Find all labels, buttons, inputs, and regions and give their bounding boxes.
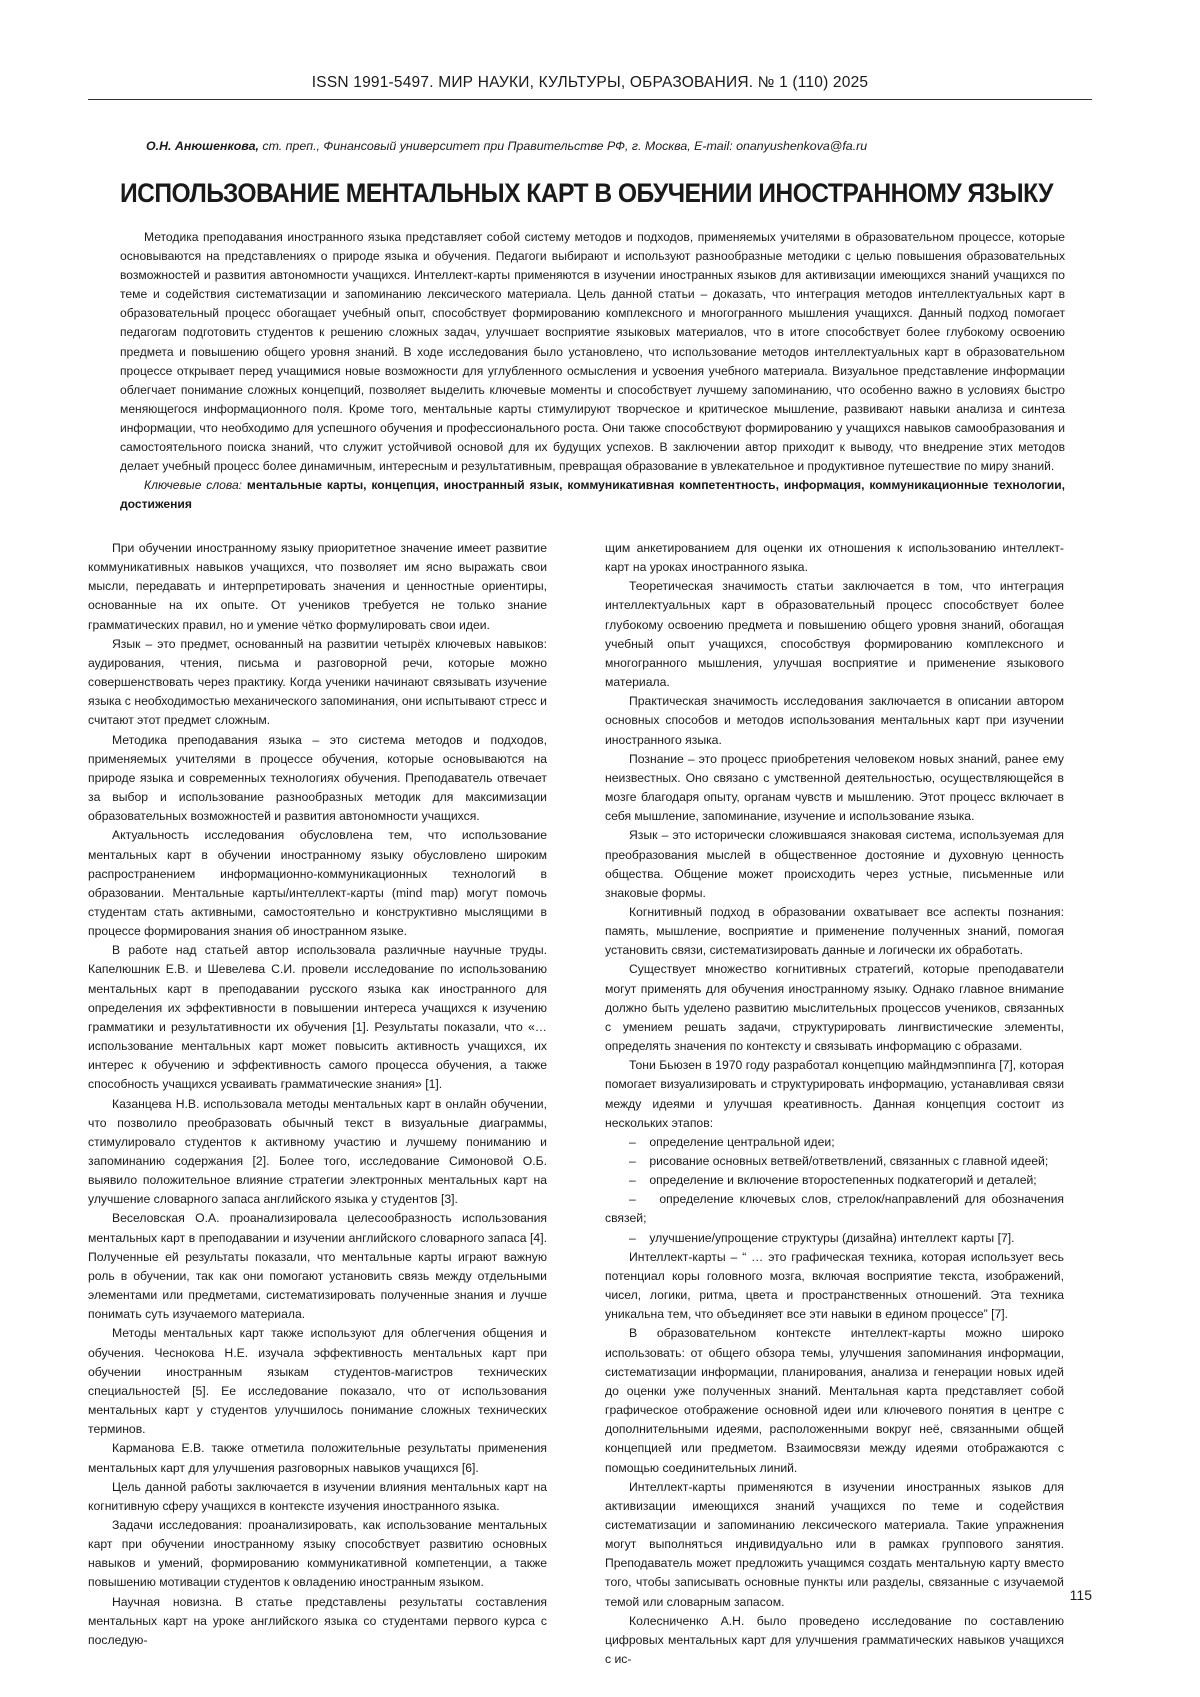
paragraph: Познание – это процесс приобретения человеком новых знаний, ранее ему неизвестных. Оно связано с умственной деятельностью, осуществляющейся в мозге благодаря опыту, органам чувств и мышлению. Этот процесс включает в себя мышление, запоминание, изучение и использование языка. (605, 750, 1064, 827)
paragraph: Казанцева Н.В. использовала методы ментальных карт в онлайн обучении, что позволило преобразовать обычный текст в визуальные диаграммы, стимулировало студентов к активному участию и лучшему пониманию и запоминанию содержания [2]. Более того, исследование Симоновой О.Б. выявило положительное влияние стратегии электронных ментальных карт на улучшение словарного запаса английского языка у студентов [3]. (88, 1095, 547, 1210)
paragraph: При обучении иностранному языку приоритетное значение имеет развитие коммуникативных навыков учащихся, что позволяет им ясно выражать свои мысли, передавать и интерпретировать значения и ценностные ориентиры, основанные на их опыте. От учеников требуется не только знание грамматических правил, но и умение чётко формулировать свои идеи. (88, 539, 547, 635)
journal-header: ISSN 1991-5497. МИР НАУКИ, КУЛЬТУРЫ, ОБРАЗОВАНИЯ. № 1 (110) 2025 (88, 74, 1092, 92)
article-title: ИСПОЛЬЗОВАНИЕ МЕНТАЛЬНЫХ КАРТ В ОБУЧЕНИИ ИНОСТРАННОМУ ЯЗЫКУ (120, 178, 1024, 209)
right-column (605, 539, 1064, 1669)
page-number: 115 (1070, 1587, 1092, 1603)
paragraph: щим анкетированием для оценки их отношения к использованию интеллект-карт на уроках иностранного языка. (605, 539, 1064, 577)
author-line (146, 139, 1092, 153)
paragraph: Актуальность исследования обусловлена тем, что использование ментальных карт в обучении иностранному языку обусловлено широким распространением информационно-коммуникационных технологий в образовании. Ментальные карты/интеллект-карты (mind map) могут помочь студентам стать активными, самостоятельно и конструктивно мыслящими в процессе формирования знания об иностранном языке. (88, 826, 547, 941)
paragraph: Цель данной работы заключается в изучении влияния ментальных карт на когнитивную сферу учащихся в контексте изучения иностранного языка. (88, 1478, 547, 1516)
paragraph: Теоретическая значимость статьи заключается в том, что интеграция интеллектуальных карт в образовательный процесс способствует более глубокому освоению предмета и повышению общего уровня знаний, обогащая учебный опыт учащихся, способствуя формированию комплексного и многогранного мышления, улучшая восприятие и применение языкового материала. (605, 577, 1064, 692)
paragraph: Методы ментальных карт также используют для облегчения общения и обучения. Чеснокова Н.Е. изучала эффективность ментальных карт при обучении иностранным языкам студентов-магистров технических специальностей [5]. Ее исследование показало, что от использования ментальных карт у студентов улучшилось понимание сложных технических терминов. (88, 1324, 547, 1439)
paragraph: Карманова Е.В. также отметила положительные результаты применения ментальных карт для улучшения разговорных навыков учащихся [6]. (88, 1439, 547, 1477)
author-affiliation: ст. преп., Финансовый университет при Правительстве РФ, г. Москва, E-mail: onanyushenkova@fa.ru (259, 139, 867, 153)
journal-page (0, 0, 1200, 1697)
abstract-text: Методика преподавания иностранного языка представляет собой систему методов и подходов, применяемых учителями в образовательном процессе, которые основываются на представлениях о природе языка и обучения. Педагоги выбирают и используют разнообразные методики с целью повышения образовательных возможностей и развития автономности учащихся. Интеллект-карты применяются в изучении иностранных языков для активизации имеющихся знаний учащихся по теме и содействия систематизации и запоминанию лексического материала. Цель данной статьи – доказать, что интеграция методов интеллектуальных карт в образовательный процесс обогащает учебный опыт, способствует формированию комплексного и многогранного мышления учащихся. Данный подход помогает педагогам подготовить студентов к решению сложных задач, улучшает восприятие языковых материалов, что в итоге способствует более глубокому освоению предмета и повышению общего уровня знаний. В ходе исследования было установлено, что использование методов интеллектуальных карт в образовательном процессе открывает перед учащимися новые возможности для углубленного осмысления и усвоения учебного материала. Визуальное представление информации облегчает понимание сложных концепций, позволяет выделить ключевые моменты и способствует лучшему запоминанию, что особенно важно в условиях быстро меняющегося информационного поля. Кроме того, ментальные карты стимулируют творческое и критическое мышление, развивают навыки анализа и синтеза информации, что необходимо для успешного обучения и профессионального роста. Они также способствуют формированию у учащихся навыков самообразования и самостоятельного поиска знаний, что служит устойчивой основой для их будущих успехов. В заключении автор приходит к выводу, что внедрение этих методов делает учебный процесс более динамичным, интересным и результативным, превращая образование в увлекательное и продуктивное путешествие по миру знаний. (120, 228, 1065, 476)
keywords (120, 476, 1065, 514)
list-item: – улучшение/упрощение структуры (дизайна) интеллект карты [7]. (605, 1229, 1064, 1248)
keywords-label: Ключевые слова: (144, 478, 242, 492)
paragraph: Интеллект-карты применяются в изучении иностранных языков для активизации имеющихся знаний учащихся по теме и содействия систематизации и запоминанию лексического материала. Такие упражнения могут выполняться индивидуально или в рамках группового занятия. Преподаватель может предложить учащимся создать ментальную карту вместо того, чтобы записывать основные пункты или разделы, связанные с изучаемой темой или словарным запасом. (605, 1478, 1064, 1612)
paragraph: Существует множество когнитивных стратегий, которые преподаватели могут применять для обучения иностранному языку. Однако главное внимание должно быть уделено развитию мыслительных процессов учеников, связанных с умением решать задачи, структурировать лингвистические элементы, определять значения по контексту и связывать информацию с образами. (605, 960, 1064, 1056)
paragraph: Тони Бьюзен в 1970 году разработал концепцию майндмэппинга [7], которая помогает визуализировать и структурировать информацию, устанавливая связи между идеями и улучшая креативность. Данная концепция состоит из нескольких этапов: (605, 1056, 1064, 1133)
paragraph: В образовательном контексте интеллект-карты можно широко использовать: от общего обзора темы, улучшения запоминания информации, систематизации информации, планирования, анализа и генерации новых идей до оценки уже полученных знаний. Ментальная карта представляет собой графическое отображение основной идеи или ключевого понятия в центре с дополнительными идеями, расположенными вокруг неё, связанными общей концепцией или предметом. Взаимосвязи между идеями отображаются с помощью соединительных линий. (605, 1324, 1064, 1477)
paragraph: Когнитивный подход в образовании охватывает все аспекты познания: память, мышление, восприятие и применение полученных знаний, помогая установить связи, систематизировать данные и логически их обработать. (605, 903, 1064, 960)
paragraph: Практическая значимость исследования заключается в описании автором основных способов и методов использования ментальных карт при изучении иностранного языка. (605, 692, 1064, 749)
paragraph: Задачи исследования: проанализировать, как использование ментальных карт при обучении иностранному языку способствует развитию основных навыков и умений, формированию коммуникативной компетенции, а также повышению мотивации студентов к овладению иностранным языком. (88, 1516, 547, 1593)
paragraph: Веселовская О.А. проанализировала целесообразность использования ментальных карт в преподавании и изучении английского словарного запаса [4]. Полученные ей результаты показали, что ментальные карты играют важную роль в обучении, так как они помогают установить связь между отдельными элементами или предметами, систематизировать полученные знания и лучше понимать суть изучаемого материала. (88, 1209, 547, 1324)
paragraph: Научная новизна. В статье представлены результаты составления ментальных карт на уроке английского языка со студентами первого курса с последую- (88, 1593, 547, 1650)
list-item: – определение центральной идеи; (605, 1133, 1064, 1152)
author-name: О.Н. Анюшенкова, (146, 139, 259, 153)
list-item: – определение и включение второстепенных подкатегорий и деталей; (605, 1171, 1064, 1190)
left-column (88, 539, 547, 1650)
paragraph: В работе над статьей автор использовала различные научные труды. Капелюшник Е.В. и Шевелева С.И. провели исследование по использованию ментальных карт в преподавании русского языка как иностранного для определения их эффективности в повышении интереса учащихся к изучению грамматики и результативности их обучения [1]. Результаты показали, что «… использование ментальных карт может повысить активность учащихся, их интерес к обучению и эффективность самого процесса обучения, а также способность учащихся усваивать грамматические знания» [1]. (88, 941, 547, 1094)
list-item: – рисование основных ветвей/ответвлений, связанных с главной идеей; (605, 1152, 1064, 1171)
paragraph: Язык – это предмет, основанный на развитии четырёх ключевых навыков: аудирования, чтения, письма и разговорной речи, которые можно совершенствовать через практику. Когда ученики начинают связывать изучение языка с необходимостью механического запоминания, они испытывают стресс и считают этот предмет сложным. (88, 635, 547, 731)
abstract (120, 228, 1065, 514)
paragraph: Язык – это исторически сложившаяся знаковая система, используемая для преобразования мыслей в общественное достояние и духовную ценность общества. Общение может происходить через устные, письменные или знаковые формы. (605, 826, 1064, 903)
paragraph: Колесниченко А.Н. было проведено исследование по составлению цифровых ментальных карт для улучшения грамматических навыков учащихся с ис- (605, 1612, 1064, 1669)
paragraph: Методика преподавания языка – это система методов и подходов, применяемых учителями в процессе обучения, которые основываются на природе языка и современных технологиях обучения. Преподаватель отвечает за выбор и использование разнообразных методик для максимизации образовательных возможностей и развития автономности учащихся. (88, 731, 547, 827)
paragraph: Интеллект-карты – “ … это графическая техника, которая использует весь потенциал коры головного мозга, включая восприятие текста, изображений, чисел, логики, ритма, цвета и пространственных отношений. Эта техника уникальна тем, что объединяет все эти навыки в едином процессе” [7]. (605, 1248, 1064, 1325)
list-item: – определение ключевых слов, стрелок/направлений для обозначения связей; (605, 1190, 1064, 1228)
header-rule (88, 99, 1092, 100)
keywords-list: ментальные карты, концепция, иностранный язык, коммуникативная компетентность, информация, коммуникационные технологии, достижения (120, 478, 1065, 511)
